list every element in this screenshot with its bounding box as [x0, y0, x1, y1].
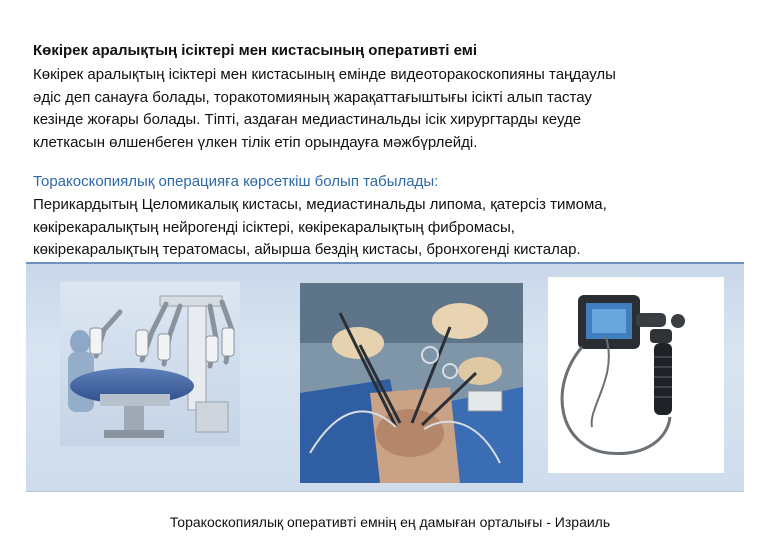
- intro-paragraph: [33, 64, 753, 154]
- indications-line: көкірекаралықтың тератомасы, айырша бездің кистасы, бронхогенді кисталар.: [33, 241, 581, 258]
- page-title: Көкірек аралықтың ісіктері мен кистасының оперативті емі: [33, 42, 478, 59]
- video-endoscope-image: [548, 277, 724, 473]
- surgical-robot-image: [60, 282, 240, 446]
- intro-line: кезінде жоғары болады. Тіпті, аздаған медиастинальды ісік хирургтарды кеуде: [33, 111, 582, 128]
- intro-line: әдіс деп санауға болады, торакотомияның жарақаттағыштығы ісікті алып тастау: [33, 88, 592, 106]
- thoracoscopic-surgery-image: [300, 283, 523, 483]
- image-caption: Торакоскопиялық оперативті емнің ең дамыған орталығы - Израиль: [169, 514, 611, 530]
- indications-text: [33, 194, 753, 262]
- indications-line: көкірекаралықтың нейрогенді ісіктері, көкірекаралықтың фибромасы,: [33, 218, 515, 236]
- intro-line: Көкірек аралықтың ісіктері мен кистасының емінде видеоторакоскопияны таңдаулы: [33, 66, 616, 83]
- indications-heading: Торакоскопиялық операцияға көрсеткіш болып табылады:: [33, 173, 439, 190]
- indications-line: Перикардытың Целомикалық кистасы, медиастинальды липома, қатерсіз тимома,: [33, 196, 607, 213]
- intro-line: клеткасын өлшенбеген үлкен тілік етіп орындауға мәжбүрлейді.: [33, 133, 478, 151]
